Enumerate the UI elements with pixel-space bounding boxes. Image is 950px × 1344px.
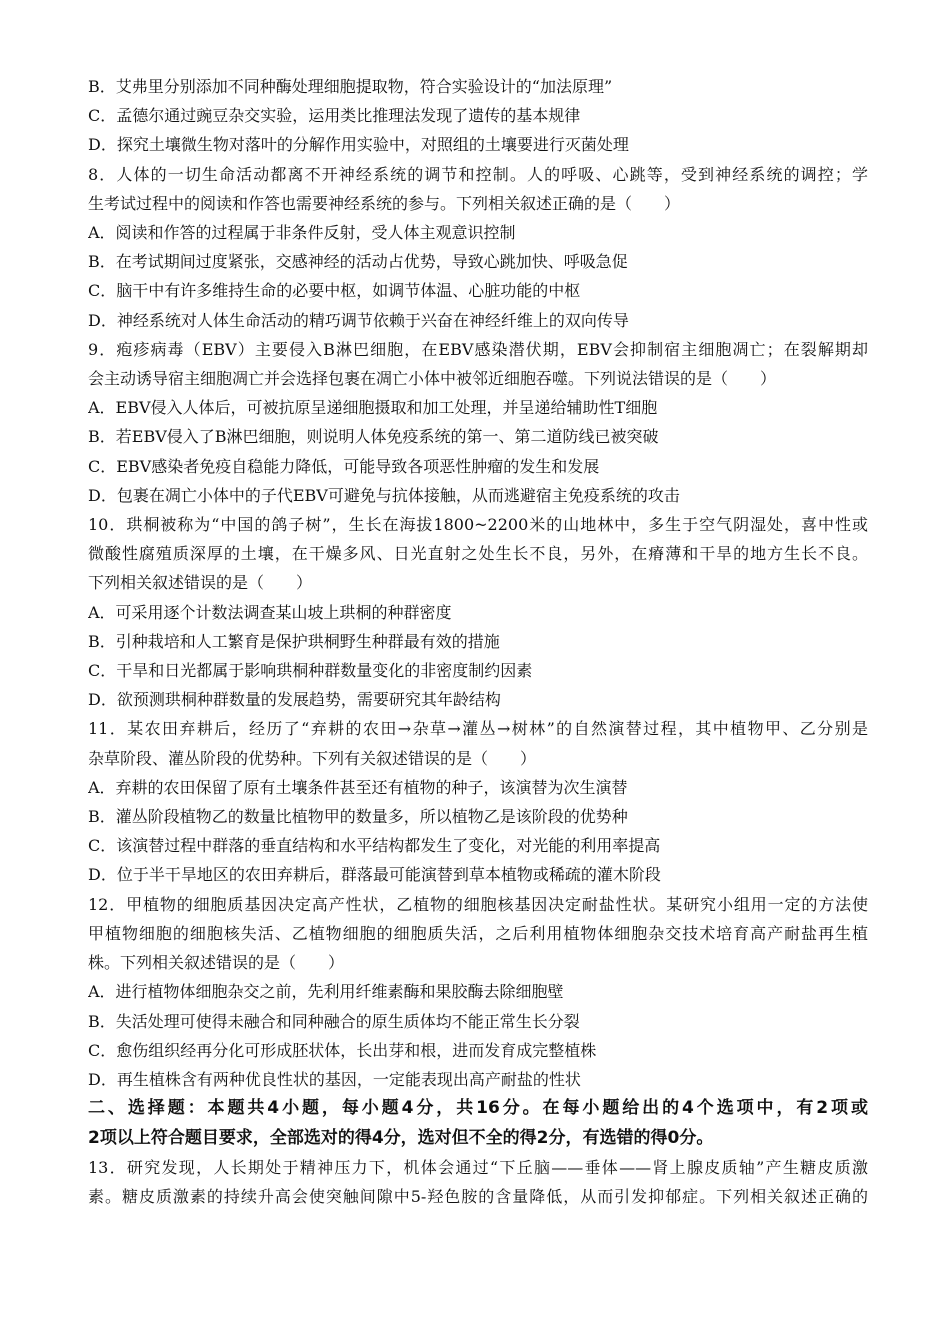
q7-option-d: D．探究土壤微生物对落叶的分解作用实验中，对照组的土壤要进行灭菌处理 bbox=[88, 135, 629, 155]
page-content bbox=[88, 72, 868, 1211]
q13-stem-line-2: 素。糖皮质激素的持续升高会使突触间隙中5-羟色胺的含量降低，从而引发抑郁症。下列相关叙述正确的 bbox=[88, 1187, 868, 1207]
q8-option-c: C．脑干中有许多维持生命的必要中枢，如调节体温、心脏功能的中枢 bbox=[88, 281, 581, 301]
q8-option-b: B．在考试期间过度紧张，交感神经的活动占优势，导致心跳加快、呼吸急促 bbox=[88, 252, 628, 272]
q12-stem-line-3: 株。下列相关叙述错误的是（ ） bbox=[88, 953, 345, 973]
section-2-heading-line-1: 二、选择题：本题共4小题，每小题4分，共16分。在每小题给出的4个选项中，有2项或 bbox=[88, 1098, 868, 1119]
q9-option-a: A．EBV侵入人体后，可被抗原呈递细胞摄取和加工处理，并呈递给辅助性T细胞 bbox=[88, 398, 658, 418]
q8-option-d: D．神经系统对人体生命活动的精巧调节依赖于兴奋在神经纤维上的双向传导 bbox=[88, 310, 629, 330]
q9-stem-line-1: 9．疱疹病毒（EBV）主要侵入B淋巴细胞，在EBV感染潜伏期，EBV会抑制宿主细胞凋亡；在裂解期却 bbox=[88, 339, 868, 359]
q9-option-d: D．包裹在凋亡小体中的子代EBV可避免与抗体接触，从而逃避宿主免疫系统的攻击 bbox=[88, 485, 680, 505]
q10-stem-line-1: 10．珙桐被称为“中国的鸽子树”，生长在海拔1800~2200米的山地林中，多生于空气阴湿处，喜中性或 bbox=[88, 515, 868, 535]
q11-stem-line-1: 11．某农田弃耕后，经历了“弃耕的农田→杂草→灌丛→树林”的自然演替过程，其中植物甲、乙分别是 bbox=[88, 719, 868, 739]
q10-option-c: C．干旱和日光都属于影响珙桐种群数量变化的非密度制约因素 bbox=[88, 661, 533, 681]
q10-option-b: B．引种栽培和人工繁育是保护珙桐野生种群最有效的措施 bbox=[88, 631, 500, 651]
q10-option-a: A．可采用逐个计数法调查某山坡上珙桐的种群密度 bbox=[88, 602, 452, 622]
q10-stem-line-3: 下列相关叙述错误的是（ ） bbox=[88, 573, 313, 593]
q7-option-b: B．艾弗里分别添加不同种酶处理细胞提取物，符合实验设计的“加法原理” bbox=[88, 77, 613, 96]
q7-option-c: C．孟德尔通过豌豆杂交实验，运用类比推理法发现了遗传的基本规律 bbox=[88, 106, 581, 126]
q11-option-c: C．该演替过程中群落的垂直结构和水平结构都发生了变化，对光能的利用率提高 bbox=[88, 836, 661, 856]
q12-option-b: B．失活处理可使得未融合和同种融合的原生质体均不能正常生长分裂 bbox=[88, 1011, 580, 1031]
q12-option-a: A．进行植物体细胞杂交之前，先利用纤维素酶和果胶酶去除细胞壁 bbox=[88, 982, 564, 1002]
q10-stem-line-2: 微酸性腐殖质深厚的土壤，在干燥多风、日光直射之处生长不良，另外，在瘠薄和干旱的地方生长不良。 bbox=[88, 544, 868, 564]
q9-option-b: B．若EBV侵入了B淋巴细胞，则说明人体免疫系统的第一、第二道防线已被突破 bbox=[88, 427, 659, 447]
q8-stem-line-2: 生考试过程中的阅读和作答也需要神经系统的参与。下列相关叙述正确的是（ ） bbox=[88, 193, 681, 213]
q12-option-c: C．愈伤组织经再分化可形成胚状体，长出芽和根，进而发育成完整植株 bbox=[88, 1040, 597, 1060]
q12-option-d: D．再生植株含有两种优良性状的基因，一定能表现出高产耐盐的性状 bbox=[88, 1069, 581, 1089]
q8-option-a: A．阅读和作答的过程属于非条件反射，受人体主观意识控制 bbox=[88, 223, 516, 243]
q9-stem-line-2: 会主动诱导宿主细胞凋亡并会选择包裹在凋亡小体中被邻近细胞吞噬。下列说法错误的是（ ） bbox=[88, 369, 777, 389]
q11-option-a: A．弃耕的农田保留了原有土壤条件甚至还有植物的种子，该演替为次生演替 bbox=[88, 777, 628, 797]
q12-stem-line-2: 甲植物细胞的细胞核失活、乙植物细胞的细胞质失活，之后利用植物体细胞杂交技术培育高产耐盐再生植 bbox=[88, 923, 868, 943]
q9-option-c: C．EBV感染者免疫自稳能力降低，可能导致各项恶性肿瘤的发生和发展 bbox=[88, 456, 600, 476]
q12-stem-line-1: 12．甲植物的细胞质基因决定高产性状，乙植物的细胞核基因决定耐盐性状。某研究小组用一定的方法使 bbox=[88, 894, 868, 914]
q11-option-d: D．位于半干旱地区的农田弃耕后，群落最可能演替到草本植物或稀疏的灌木阶段 bbox=[88, 865, 661, 885]
section-2-heading-line-2: 2项以上符合题目要求，全部选对的得4分，选对但不全的得2分，有选错的得0分。 bbox=[88, 1127, 714, 1148]
q8-stem-line-1: 8．人体的一切生命活动都离不开神经系统的调节和控制。人的呼吸、心跳等，受到神经系统的调控；学 bbox=[88, 164, 868, 184]
q13-stem-line-1: 13．研究发现，人长期处于精神压力下，机体会通过“下丘脑——垂体——肾上腺皮质轴”产生糖皮质激 bbox=[88, 1157, 868, 1177]
q11-option-b: B．灌丛阶段植物乙的数量比植物甲的数量多，所以植物乙是该阶段的优势种 bbox=[88, 807, 628, 827]
q11-stem-line-2: 杂草阶段、灌丛阶段的优势种。下列有关叙述错误的是（ ） bbox=[88, 748, 537, 768]
q10-option-d: D．欲预测珙桐种群数量的发展趋势，需要研究其年龄结构 bbox=[88, 690, 501, 710]
